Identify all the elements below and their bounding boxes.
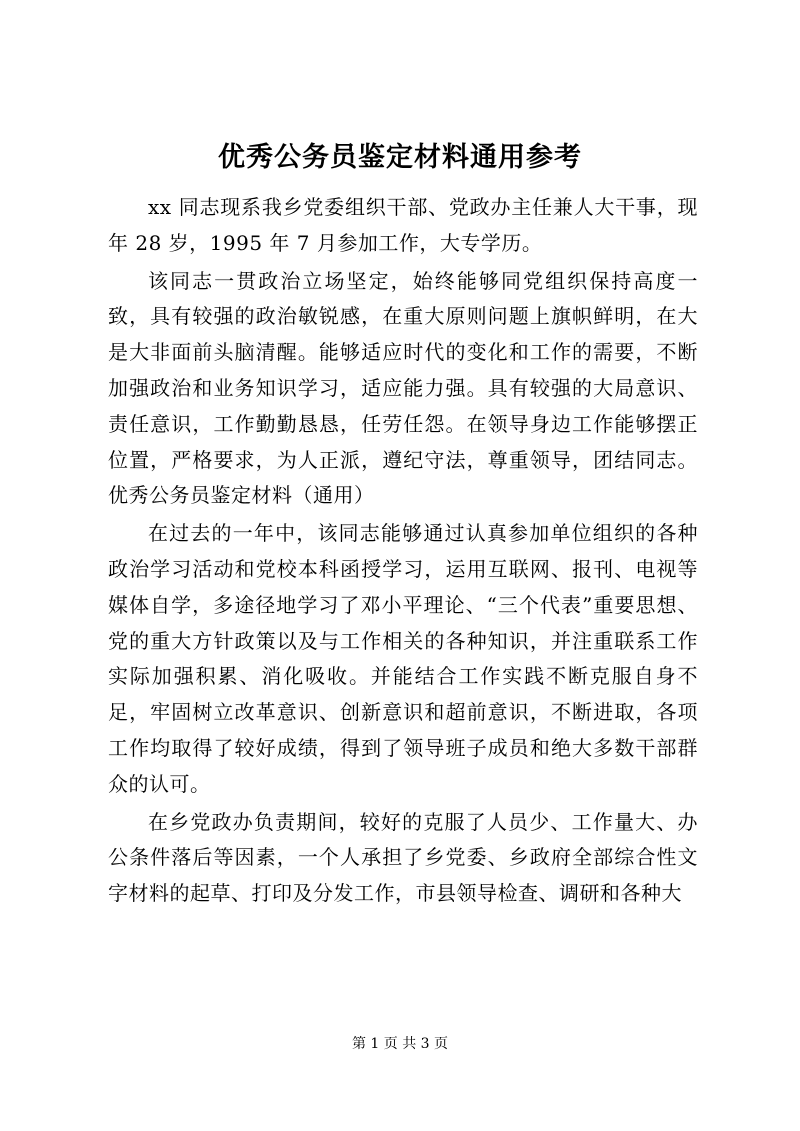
document-body (108, 190, 698, 914)
paragraph-2: 该同志一贯政治立场坚定，始终能够同党组织保持高度一致，具有较强的政治敏锐感，在重大原则问题上旗帜鲜明，在大是大非面前头脑清醒。能够适应时代的变化和工作的需要，不断加强政治和业务知识学习，适应能力强。具有较强的大局意识、责任意识，工作勤勤恳恳，任劳任怨。在领导身边工作能够摆正位置，严格要求，为人正派，遵纪守法，尊重领导，团结同志。优秀公务员鉴定材料（通用） (108, 268, 698, 508)
paragraph-1: xx 同志现系我乡党委组织干部、党政办主任兼人大干事，现年 28 岁，1995 年 7 月参加工作，大专学历。 (108, 195, 698, 255)
paragraph-3: 在过去的一年中，该同志能够通过认真参加单位组织的各种政治学习活动和党校本科函授学习，运用互联网、报刊、电视等媒体自学，多途径地学习了邓小平理论、“三个代表”重要思想、党的重大方针政策以及与工作相关的各种知识，并注重联系工作实际加强积累、消化吸收。并能结合工作实践不断克服自身不足，牢固树立改革意识、创新意识和超前意识，不断进取，各项工作均取得了较好成绩，得到了领导班子成员和绝大多数干部群众的认可。 (108, 521, 698, 796)
paragraph-4: 在乡党政办负责期间，较好的克服了人员少、工作量大、办公条件落后等因素，一个人承担了乡党委、乡政府全部综合性文字材料的起草、打印及分发工作，市县领导检查、调研和各种大 (108, 809, 698, 906)
page-number-footer: 第 1 页 共 3 页 (351, 1036, 449, 1052)
document-title: 优秀公务员鉴定材料通用参考 (218, 142, 582, 173)
